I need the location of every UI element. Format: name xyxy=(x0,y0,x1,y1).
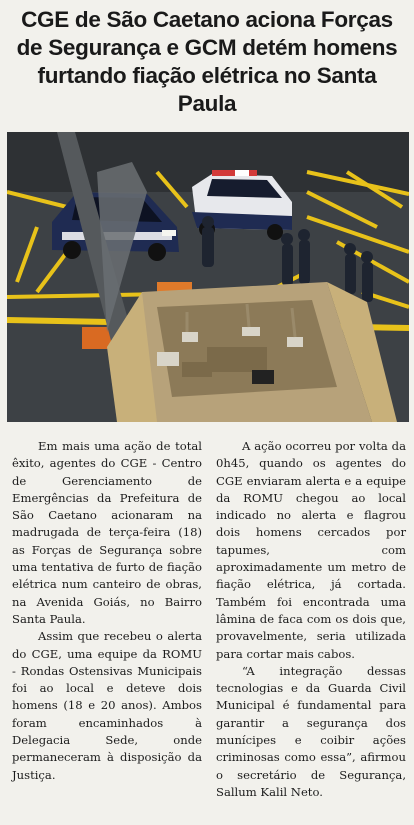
headline-line-2: de Segurança e GCM detém homens xyxy=(16,35,398,60)
article-column-left xyxy=(12,438,202,823)
photo-illustration xyxy=(7,132,409,422)
paragraph: Assim que recebeu o alerta do CGE, uma equipe da ROMU - Rondas Ostensivas Municipais foi ao local e deteve dois homens (18 e 20 anos). Ambos foram encaminhados à Delegacia Sede, onde permaneceram à disposição da Justiça. xyxy=(12,629,202,782)
cable-pile xyxy=(252,370,274,384)
construction-site xyxy=(107,282,397,422)
article-body xyxy=(12,438,406,823)
paragraph: “A integração dessas tecnologias e da Guarda Civil Municipal é fundamental para garantir a segurança dos munícipes e coibir ações criminosas como essa”, afirmou o secretário de Segurança, Sallum Kalil Neto. xyxy=(216,663,406,799)
article-column-right xyxy=(216,438,406,823)
headline-line-1: CGE de São Caetano aciona Forças xyxy=(21,7,393,32)
headline-line-3: furtando fiação elétrica no Santa Paula xyxy=(37,63,377,116)
paragraph: A ação ocorreu por volta da 0h45, quando os agentes do CGE enviaram alerta e a equipe da ROMU chegou ao local indicado no alerta e flagrou dois homens cercados por tapumes, com aproximadamente um metro de fiação elétrica, já cortada. Também foi encontrada uma lâmina de faca com os dois que, provavelmente, seria utilizada para cortar mais cabos. xyxy=(216,439,406,661)
article-photo xyxy=(7,132,409,422)
article-headline xyxy=(0,0,414,118)
paragraph: Em mais uma ação de total êxito, agentes do CGE - Centro de Gerenciamento de Emergências da Prefeitura de São Caetano acionaram na madrugada de terça-feira (18) as Forças de Segurança sobre uma tentativa de furto de fiação elétrica num canteiro de obras, na Avenida Goiás, no Bairro Santa Paula. xyxy=(12,439,202,626)
